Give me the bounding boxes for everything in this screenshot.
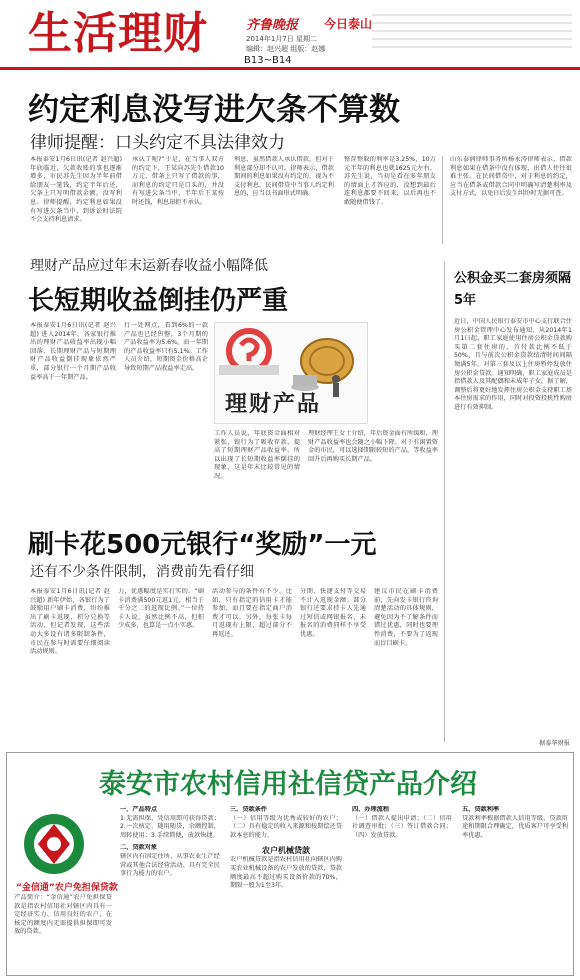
header-decoration bbox=[372, 8, 572, 56]
article-3-byline: 据泰华财报 bbox=[539, 740, 570, 747]
article-2-headline: 长短期收益倒挂仍严重 bbox=[28, 286, 289, 316]
column-divider bbox=[442, 156, 443, 244]
article-1-column: 利息，虽然借款人承认借款，但对于利息部分却不认可。律师表示，借款期间的利息如果没有约定的，视为不支付利息，民间借贷中当事人约定利息的，应当以书面形式明确。 bbox=[234, 156, 334, 198]
ad-section-heading: 三、贷款条件 bbox=[230, 806, 268, 813]
ad-section-heading: 五、贷款利率 bbox=[462, 806, 500, 813]
rural-credit-logo-icon bbox=[18, 808, 90, 880]
article-3-subhead: 还有不少条件限制，消费前先看仔细 bbox=[30, 564, 254, 580]
ad-section bbox=[230, 806, 342, 970]
ad-section-text: （一）借款人提出申请；（二）信用社调查审批；（三）签订借款合同；（四）发放贷款。 bbox=[352, 814, 452, 839]
ad-section-text: 辖区内有固定住所、从事农业生产经营或其他合法经营活动、具有完全民事行为能力的农户。 bbox=[120, 852, 220, 878]
ad-section-heading: 四、办理流程 bbox=[352, 806, 390, 813]
ad-section-text: 贷款利率根据借款人信用等级、贷款用途和期限合理确定，优质客户可享受利率优惠。 bbox=[462, 814, 568, 839]
editor-line: 编辑：赵兴超 组版：赵娜 bbox=[246, 45, 326, 53]
article-3-column: 活动参与的条件有不少。比如，只有指定的信用卡才能参加，而且要在指定商户消费才可以。另外，每张卡每月返现有上限，超过部分不再返还。 bbox=[212, 588, 292, 638]
ad-product-name: “金信通”农户免担保贷款 bbox=[16, 883, 118, 893]
issue-date: 2014年1月7日 星期二 bbox=[246, 35, 317, 43]
article-1-subhead: 律师提醒：口头约定不具法律效力 bbox=[30, 133, 285, 153]
ad-section-heading: 一、产品特点 bbox=[120, 806, 158, 813]
article-2-column: 行一处网点，看到6%的一款产品也已经售罄，3个月期的产品收益率为5.6%，而一年期的产品收益率只有5.1%。工作人员介绍，短期资金价格高企导致短期产品收益率走高。 bbox=[124, 322, 208, 372]
article-1-column: 本报泰安1月6日讯(记者 赵兴超) 年底临近，欠款收账的事也逐渐增多，市民苏先生因为半年前借给朋友一笔钱，约定半年后还，欠条上只写明借款金额，没写利息。律师提醒，约定利息如果没有写进欠条当中，到诉讼时法院不会支持利息请求。 bbox=[30, 156, 122, 224]
ad-intro-text: 产品简介：“金信通”农户免担保贷款是指农村信用社对辖区内具有一定经济实力、信用良好的农户，在核定的额度内无需提供担保即可发放的贷款。 bbox=[14, 894, 112, 936]
article-2-column: 理财经理王女士介绍，年后资金面有所缓和，理财产品收益率也会随之小幅下降。对于有闲置资金的市民，可以选择期限较短的产品，等收益率回升后再购买长期产品。 bbox=[308, 430, 438, 463]
article-3-headline: 刷卡花500元银行“奖励”一元 bbox=[28, 530, 377, 560]
ad-section bbox=[352, 806, 452, 970]
ad-title: 泰安市农村信用社信贷产品介绍 bbox=[99, 769, 477, 800]
ad-section bbox=[120, 806, 220, 970]
today-tag: 今日泰山 bbox=[324, 17, 373, 31]
article-2-kicker: 理财产品应过年末运新春收益小幅降低 bbox=[30, 258, 268, 274]
article-3-column: 分期、快捷支付等交易不计入返现金额；部分银行还要求持卡人先通过短信或网银报名，未报名的消费同样不享受优惠。 bbox=[300, 588, 366, 638]
wealth-product-photo bbox=[214, 322, 368, 424]
page-range: B13~B14 bbox=[244, 55, 292, 66]
article-3-column: 建议市民在刷卡消费前，先向发卡银行咨询清楚活动的具体规则，避免因为不了解条件而错过优惠，同时也要理性消费，不要为了返现而盲目刷卡。 bbox=[374, 588, 438, 647]
ad-section-text: 1.无需担保，凭信用即可获得贷款；2.一次核定，随用随贷，余额控制，周转使用；3.手续简便，放款快捷。 bbox=[120, 814, 220, 839]
article-3-column: 力，优惠幅度是实打实的。“刷卡消费满500元返1元，相当于千分之二的返现比例。”一位持卡人说，虽然比例不高，但积少成多，也算是一点小实惠。 bbox=[118, 588, 204, 630]
article-1-column: 承认了呢?”于是，在当事人双方的约定下，王某向苏先生借款10万元，借条上只写了借款的事，而利息的约定只是口头的，并没有写进欠条当中，半年后王某按时还钱，利息却拒不承认。 bbox=[132, 156, 224, 206]
ad-section bbox=[462, 806, 568, 970]
photo-caption: 理财产品 bbox=[225, 392, 322, 417]
article-1-column: 山东泰润律师事务所杨永涛律师表示，借款利息如果在借条中没有体现，出借人往往很难主张。在民间借贷中，对于利息的约定，应当在借条或借款合同中明确写清楚利率及支付方式，以免日后发生纠纷时无据可查。 bbox=[450, 156, 572, 198]
article-1-headline: 约定利息没写进欠条不算数 bbox=[28, 92, 400, 128]
article-3-column: 本报泰安1月6日讯(记者 赵兴超) 新年伊始，各银行为了鼓励用户刷卡消费，纷纷推出了刷卡返现、积分兑换等活动，但记者发现，这些活动大多设有诸多限制条件，市民在参与时需要仔细阅读活动规则。 bbox=[30, 588, 110, 656]
ad-section-heading: 二、贷款对象 bbox=[120, 844, 158, 852]
paper-logo: 齐鲁晚报 bbox=[246, 18, 299, 33]
article-2-column: 本报泰安1月6日讯(记者 赵兴超) 进入2014年，各家银行推出的理财产品收益率出现小幅回落，长期理财产品与短期理财产品收益倒挂现象依然严重，部分银行一个月期产品收益率高于一年期产品。 bbox=[30, 322, 116, 381]
ad-section-text: 农户机械贷款是指农村信用社向辖区内购买农业机械设备的农户发放的贷款，贷款额度最高不超过购买设备价款的70%，期限一般为1至3年。 bbox=[230, 856, 342, 890]
article-1-column: 整存整取的利率是3.25%，10万元半年的利息也就1625元左右。苏先生说，当初是看在多年朋友的情面上才答应的，没想到最后连利息都要不回来，以后再也不敢随便借钱了。 bbox=[344, 156, 436, 206]
ad-section-heading: 农户机械贷款 bbox=[262, 846, 310, 856]
section-title: 生活理财 bbox=[28, 8, 208, 59]
sidebar-article-text: 近日，中国人民银行泰安市中心支行联合住房公积金管理中心发布通知，从2014年1月1日起，职工家庭使用住房公积金贷款购买第二套住房的，首付款比例不低于50%，且与前次公积金贷款结清时间间隔须满5年。对第三套及以上住房暂停发放住房公积金贷款。通知明确，职工家庭成员是指借款人及其配偶和未成年子女。据了解，调整后将更好地发挥住房公积金支持职工基本住房需求的作用，同时对投资投机性购房进行有效抑制。 bbox=[454, 318, 572, 411]
column-divider bbox=[444, 262, 445, 742]
sidebar-headline: 公积金买二套房须隔5年 bbox=[454, 271, 572, 308]
ad-section-text: （一）信用等级为优秀或较好的农户；（二）具有稳定的收入来源和按期偿还贷款本息的能力。 bbox=[230, 814, 342, 839]
article-2-column: 工作人员说，年底资金面相对紧张，银行为了吸收存款，提高了短期理财产品收益率，所以出现了长短期收益率倒挂的现象，这是年末比较常见的情况。 bbox=[214, 430, 300, 480]
